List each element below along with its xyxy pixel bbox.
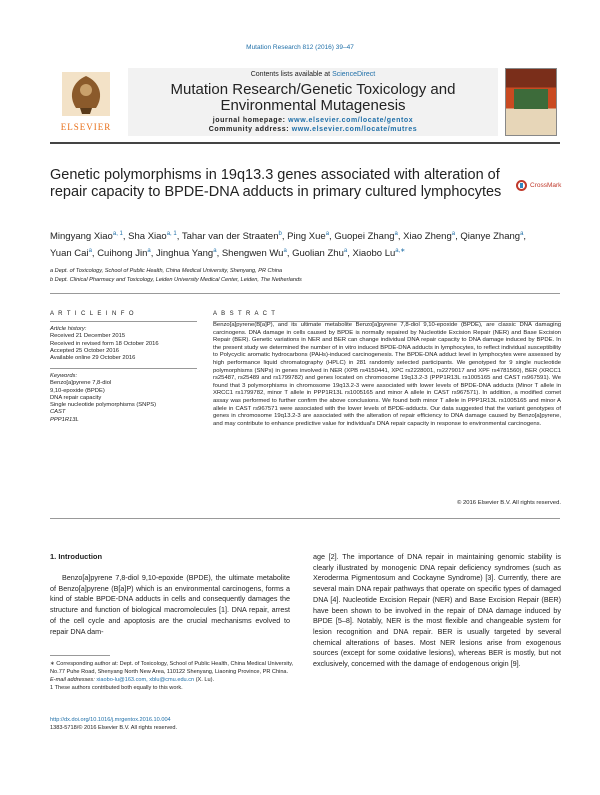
journal-title	[128, 82, 498, 114]
email-line	[50, 676, 295, 684]
email-links[interactable]: xiaobo-lu@163.com, xblu@cmu.edu.cn	[96, 677, 195, 683]
homepage-label: journal homepage:	[212, 117, 289, 124]
homepage-link[interactable]: www.elsevier.com/locate/gentox	[288, 117, 414, 124]
history-label: Article history:	[50, 326, 87, 332]
bottom-info	[50, 716, 295, 732]
section-heading-introduction: 1. Introduction	[50, 552, 103, 561]
address-link[interactable]: www.elsevier.com/locate/mutres	[291, 126, 418, 133]
article-title: Genetic polymorphisms in 19q13.3 genes associated with alteration of repair capacity to BPDE-DNA adducts in primary cultured lymphocytes	[50, 167, 502, 200]
author-affiliation-marker[interactable]: a	[343, 248, 348, 255]
author-list: Mingyang Xiao$^{a, 1}$, Sha Xiao$^{a, 1}$, Tahar van der Straaten$^b$, Ping Xue$^a$, Guopei Zhang$^a$, Xiao Zheng$^a$, Qianye Zhang$^a$, Yuan Cai$^a$, Cuihong Jin$^a$, Jinghua Yang$^a$, Shengwen Wu$^a$, Guolian Zhu$^a$, Xiaobo $Lu^{a,∗}$	[50, 231, 527, 260]
abstract-copyright: © 2016 Elsevier B.V. All rights reserved.	[457, 500, 561, 506]
author-affiliation-marker[interactable]: a	[520, 231, 524, 237]
header-divider	[50, 142, 560, 144]
email-suffix: (X. Lu).	[194, 677, 215, 683]
author-name: Jinghua Yang	[155, 248, 214, 260]
author[interactable]	[156, 248, 217, 259]
author-affiliation-marker[interactable]: b	[278, 231, 282, 237]
journal-title-line1: Mutation Research/Genetic Toxicology and	[170, 81, 456, 98]
address-line	[128, 126, 498, 133]
journal-title-line2: Environmental Mutagenesis	[220, 97, 406, 114]
footnote-rule	[50, 655, 110, 656]
contents-prefix: Contents lists available at	[250, 71, 333, 78]
author-affiliation-marker[interactable]: a	[88, 248, 92, 255]
author[interactable]	[460, 231, 523, 242]
publisher-logo-text: ELSEVIER	[60, 122, 112, 132]
email-label: E-mail addresses:	[50, 677, 97, 683]
author[interactable]	[352, 248, 405, 259]
abstract-bottom-divider	[50, 518, 560, 519]
online-date: Available online 29 October 2016	[50, 355, 136, 362]
author[interactable]	[222, 248, 287, 259]
author-affiliation-marker[interactable]: a	[147, 248, 151, 255]
author-name: Guolian Zhu	[292, 248, 344, 260]
affiliation-divider	[50, 293, 560, 294]
author-affiliation-marker[interactable]: a	[325, 231, 330, 237]
author[interactable]	[287, 231, 329, 242]
author-affiliation-marker[interactable]: a, 1	[166, 231, 177, 237]
contents-line	[128, 71, 498, 78]
journal-reference[interactable]: Mutation Research 812 (2016) 39–47	[246, 44, 354, 51]
author-affiliation-marker[interactable]: a	[213, 248, 217, 255]
elsevier-logo	[50, 68, 122, 136]
author-name: Tahar van der Straaten	[181, 231, 279, 243]
keywords-rule	[50, 368, 197, 369]
address-label: Community address:	[208, 126, 292, 133]
affiliation-b: b Dept. Clinical Pharmacy and Toxicology, Leiden University Medical Center, Leiden, The Netherlands	[50, 277, 302, 283]
keyword: PPP1R13L	[50, 416, 79, 423]
body-column-left: Benzo[a]pyrene 7,8-diol 9,10-epoxide (BPDE), the ultimate metabolite of Benzo[a]pyrene (B[a]P) which is an environmental carcinogens, forms a kind of stable BPDE-DNA adducts in cells and consequently damages the structure and function of biological macromolecules [1]. DNA repair, arrest of the cell cycle and apoptosis are the crucial mechanisms evolved to repair DNA dam-	[50, 573, 290, 636]
author[interactable]	[403, 231, 455, 242]
keyword: Benzo[a]pyrene 7,8-diol	[50, 380, 112, 387]
article-info-rule	[50, 321, 197, 322]
crossmark-badge[interactable]	[516, 178, 576, 192]
author-affiliation-marker[interactable]: a	[394, 231, 398, 237]
author-name: Cuihong Jin	[97, 248, 148, 260]
keyword: 9,10-epoxide (BPDE)	[50, 387, 105, 394]
doi-link[interactable]: http://dx.doi.org/10.1016/j.mrgentox.2016.10.004	[50, 717, 171, 723]
affiliation-a: a Dept. of Toxicology, School of Public Health, China Medical University, Shenyang, PR China	[50, 268, 283, 274]
author[interactable]	[334, 231, 398, 242]
keyword: CAST	[50, 409, 66, 416]
accepted-date: Accepted 25 October 2016	[50, 347, 119, 354]
keywords-block	[50, 373, 200, 424]
issn-copyright: 1383-5718/© 2016 Elsevier B.V. All rights reserved.	[50, 725, 178, 731]
author-name: Guopei Zhang	[334, 231, 395, 243]
author[interactable]	[128, 231, 177, 242]
sciencedirect-link[interactable]: ScienceDirect	[332, 71, 376, 78]
crossmark-label: CrossMark	[530, 181, 562, 189]
author-name: Ping Xue	[287, 231, 326, 243]
keyword: DNA repair capacity	[50, 394, 102, 401]
revised-date: Received in revised form 18 October 2016	[50, 340, 159, 347]
footnotes	[50, 660, 295, 692]
article-history	[50, 326, 200, 362]
author-name: Xiao Zheng	[403, 231, 452, 243]
author[interactable]	[182, 231, 282, 242]
author-name: Qianye Zhang	[460, 231, 521, 243]
corresponding-author-note: ∗ Corresponding author at: Dept. of Toxicology, School of Public Health, China Medical University, No.77 Puhe Road, Shenyang North New Area, 110122 Shenyang, Liaoning Province, PR China.	[50, 661, 294, 675]
author-name: Shengwen Wu	[221, 248, 284, 260]
author-affiliation-marker[interactable]: a, 1	[112, 231, 123, 237]
author-name: Sha Xiao	[128, 231, 167, 243]
author-name: Xiaobo Lu	[352, 248, 396, 260]
author[interactable]	[97, 248, 151, 259]
journal-cover-image[interactable]	[505, 68, 557, 136]
article-info-heading: A R T I C L E I N F O	[50, 311, 135, 317]
crossmark-icon	[516, 180, 527, 191]
author[interactable]	[292, 248, 347, 259]
author[interactable]	[50, 231, 123, 242]
author-affiliation-marker[interactable]: a,∗	[395, 248, 406, 255]
keyword: Single nucleotide polymorphisms (SNPS)	[50, 402, 156, 409]
author-affiliation-marker[interactable]: a	[283, 248, 287, 255]
author-affiliation-marker[interactable]: a	[451, 231, 456, 237]
abstract-heading: A B S T R A C T	[213, 311, 277, 317]
author-name: Yuan Cai	[50, 248, 89, 260]
abstract-text: Benzo[a]pyrene(B[a]P), and its ultimate metabolite Benzo[a]pyrene 7,8-diol 9,10-epoxide (BPDE), are classic DNA damaging carcinogens. DNA damage in cells caused by BPDE is normally repaired by Nucleotide Excision Repair (NER) and Base Excision Repair (BER). Genetic variations in NER and BER can change individual DNA repair capacity to DNA damage induced by BPDE. In the present study we determined the number of in vitro induced BPDE-DNA adducts in lymphocytes, to reflect individual susceptibility to Polycyclic aromatic hydrocarbons (PAHs)-induced carcinogenesis. The BPDE-DNA adduct level in lymphocytes were assessed by high performance liquid chromatography (HPLC) in 281 randomly selected participants. We genotyped for 9 single nucleotide polymorphisms (SNPs) in genes involved in NER (XPB rs4150441, XPC rs2228001, rs2279017 and XPF rs4781560), BER (XRCC1 rs25487, rs25489 and rs1799782) and genes located on chromosome 19q13.2-3 (PPP1R13L rs1005165 and CAST rs967591). We found that 3 polymorphisms in chromosome 19q13.2-3 were associated with lower levels of BPDE-DNA adducts (Minor T allele in XRCC1 rs1799782, minor T allele in PPP1R13L rs1005165 and minor A allele in CAST rs967571). In addition, a modified comet assay was performed to further confirm the above conclusions. We found both minor T allele in PPP1R13L rs1005165 and minor A allele in CAST rs967571 were associated with the lower levels of BPDE-adducts. Our data suggested that the variant genotypes of genes in chromosome 19q13.2-3 are associated with the alteration of repair efficiency to DNA damage caused by Benzo[a]pyrene, and may contribute to enhance predictive value for individual's DNA repair capacity in response to environmental carcinogens.	[213, 322, 561, 427]
author-name: Mingyang Xiao	[50, 231, 113, 243]
homepage-line	[128, 117, 498, 124]
equal-contribution-note: 1 These authors contributed both equally to this work.	[50, 685, 183, 691]
author[interactable]	[50, 248, 92, 259]
body-column-right: age [2]. The importance of DNA repair in maintaining genomic stability is clearly illustrated by monogenic DNA repair deficiency syndromes (such as Xeroderma Pigmentosum and Cockayne Syndrome) [3]. Currently, there are several main DNA repair pathways that operate on specific types of damaged DNA [4]. Nucleotide Excision Repair (NER) and Base Excision Repair (BER) have been shown to be involved in the repair of DNA damage induced by BPDE [5–8]. Notably, NER is the most flexible and changeable system for lesion recognition and DNA repair. BER is usually targeted by several chemical alterations of bases. Most NER lesions arise from exogenous sources (except for some oxidative lesions), whereas BER is mostly, but not exclusively, concerned with the damage of endogenous origin [9].	[313, 552, 561, 669]
received-date: Received 21 December 2015	[50, 333, 126, 340]
keywords-label: Keywords:	[50, 373, 78, 379]
